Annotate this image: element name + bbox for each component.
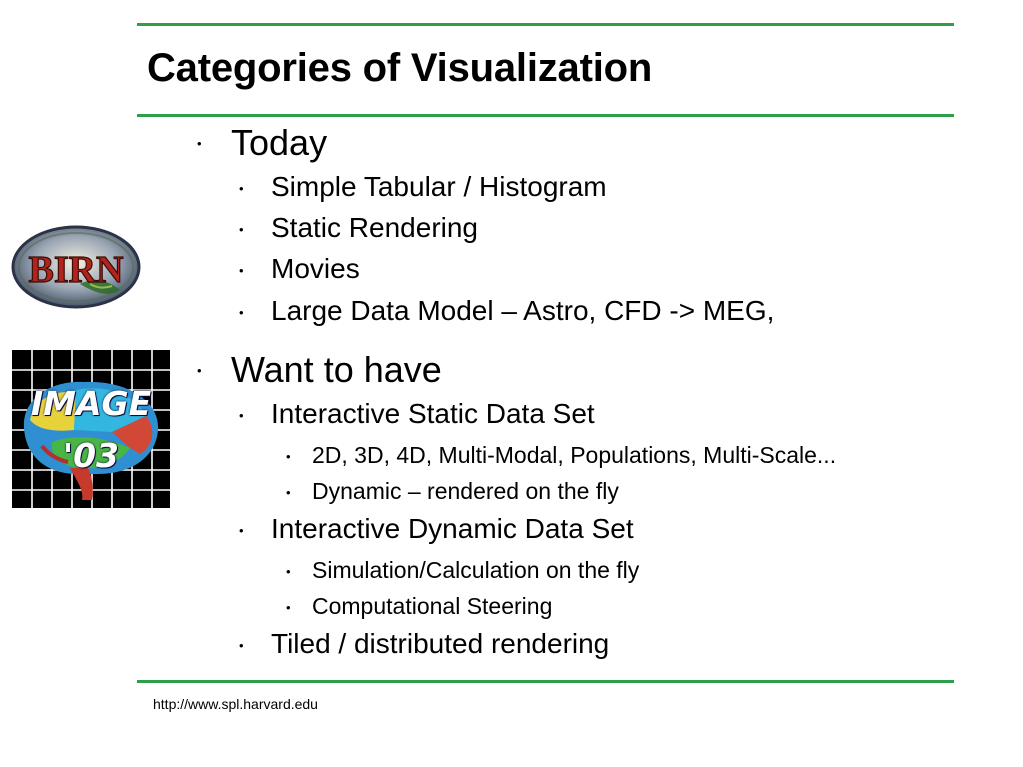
bullet-dot: • [239, 523, 244, 538]
list-item [239, 295, 775, 327]
list-item-label: Simulation/Calculation on the fly [312, 557, 640, 583]
title-underline-rule [137, 114, 954, 117]
list-item [286, 593, 553, 620]
bullet-want-to-have-label: Want to have [231, 349, 442, 390]
list-item [286, 478, 619, 505]
image03-logo-line1: IMAGE [30, 384, 152, 423]
list-item [239, 171, 607, 203]
bullet-dot: • [197, 363, 202, 378]
bottom-rule [137, 680, 954, 683]
list-item-label: Simple Tabular / Histogram [271, 171, 607, 202]
list-item-label: Movies [271, 253, 360, 284]
bullet-dot: • [286, 485, 291, 500]
bullet-want-to-have [197, 349, 442, 391]
list-item [239, 212, 479, 244]
list-item [239, 513, 634, 545]
bullet-dot: • [239, 263, 244, 278]
list-item [286, 557, 640, 584]
bullet-dot: • [286, 449, 291, 464]
list-item-label: Computational Steering [312, 593, 553, 619]
list-item [239, 398, 595, 430]
bullet-dot: • [239, 222, 244, 237]
bullet-dot: • [239, 408, 244, 423]
svg-text:BIRN: BIRN [28, 249, 124, 291]
bullet-dot: • [286, 564, 291, 579]
birn-logo-icon [10, 222, 143, 312]
list-item-label: 2D, 3D, 4D, Multi-Modal, Populations, Multi-Scale... [312, 442, 837, 468]
image03-logo-line2: '03 [62, 436, 120, 475]
bullet-dot: • [239, 638, 244, 653]
list-item [239, 628, 610, 660]
list-item-label: Dynamic – rendered on the fly [312, 478, 619, 504]
list-item [286, 442, 837, 469]
list-item-label: Tiled / distributed rendering [271, 628, 610, 659]
bullet-dot: • [239, 181, 244, 196]
list-item-label: Interactive Static Data Set [271, 398, 595, 429]
list-item-label: Static Rendering [271, 212, 479, 243]
list-item-label: Large Data Model – Astro, CFD -> MEG, [271, 295, 775, 326]
brain-grid-icon [12, 350, 170, 508]
list-item-label: Interactive Dynamic Data Set [271, 513, 634, 544]
list-item [239, 253, 360, 285]
bullet-dot: • [197, 136, 202, 151]
slide-title: Categories of Visualization [147, 46, 653, 90]
bullet-today-label: Today [231, 122, 328, 163]
footer-url: http://www.spl.harvard.edu [153, 696, 318, 712]
bullet-dot: • [239, 305, 244, 320]
top-rule [137, 23, 954, 26]
bullet-today [197, 122, 328, 164]
bullet-dot: • [286, 600, 291, 615]
